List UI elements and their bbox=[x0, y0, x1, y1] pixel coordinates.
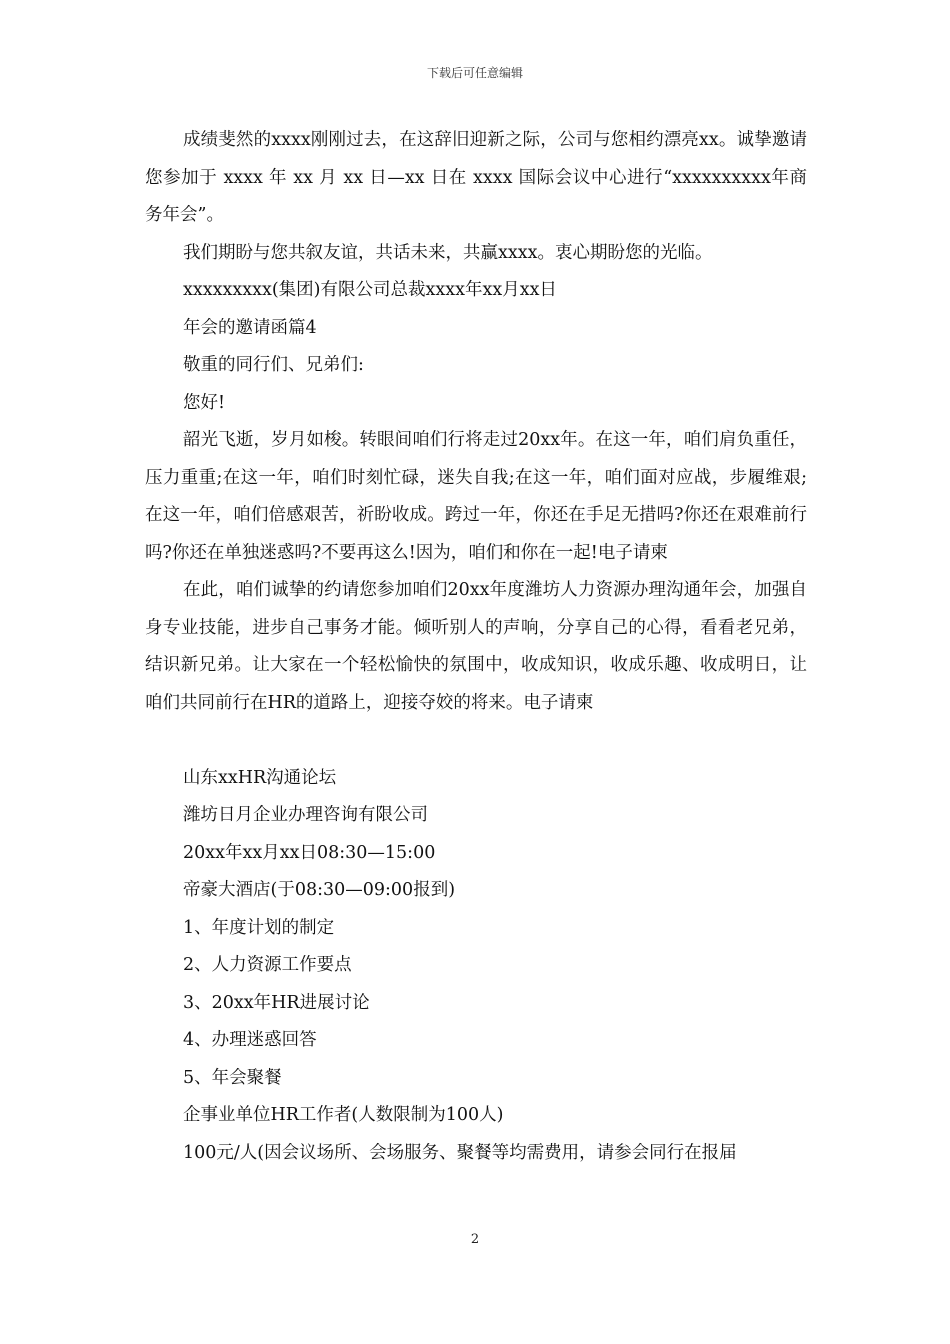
paragraph-company: 潍坊日月企业办理咨询有限公司 bbox=[183, 805, 428, 825]
paragraph-invitation-intro: 成绩斐然的xxxx刚刚过去，在这辞旧迎新之际，公司与您相约漂亮xx。诚挚邀请您参加于 xxxx 年 xx 月 xx 日—xx 日在 xxxx 国际会议中心进行“xxxxxxxxxx年商务年会”。 bbox=[145, 130, 807, 225]
paragraph-venue: 帝豪大酒店(于08:30—09:00报到) bbox=[183, 880, 456, 900]
paragraph-time: 20xx年xx月xx日08:30—15:00 bbox=[183, 842, 436, 863]
paragraph-salutation: 敬重的同行们、兄弟们: bbox=[183, 355, 364, 375]
page-header: 下载后可任意编辑 bbox=[426, 66, 523, 80]
paragraph-fee: 100元/人(因会议场所、会场服务、聚餐等均需费用，请参会同行在报届 bbox=[183, 1142, 737, 1163]
agenda-item: 3、20xx年HR进展讨论 bbox=[183, 992, 370, 1013]
paragraph-invitation-detail: 在此，咱们诚挚的约请您参加咱们20xx年度潍坊人力资源办理沟通年会，加强自身专业技能，进步自己事务才能。倾听别人的声响，分享自己的心得，看看老兄弟，结识新兄弟。让大家在一个轻松愉快的氛围中，收成知识，收成乐趣、收成明日，让咱们共同前行在HR的道路上，迎接夺姣的将来。电子请柬 bbox=[145, 580, 807, 713]
agenda-item: 4、办理迷惑回答 bbox=[183, 1030, 317, 1050]
paragraph-signature: xxxxxxxxx(集团)有限公司总裁xxxx年xx月xx日 bbox=[183, 280, 557, 300]
section-title: 年会的邀请函篇4 bbox=[183, 317, 317, 338]
agenda-item: 2、人力资源工作要点 bbox=[183, 955, 352, 975]
paragraph-year-review: 韶光飞逝，岁月如梭。转眼间咱们行将走过20xx年。在这一年，咱们肩负重任，压力重重;在这一年，咱们时刻忙碌，迷失自我;在这一年，咱们面对应战，步履维艰;在这一年，咱们倍感艰苦，祈盼收成。跨过一年，你还在手足无措吗?你还在艰难前行吗?你还在单独迷惑吗?不要再这么!因为，咱们和你在一起!电子请柬 bbox=[145, 430, 807, 563]
agenda-item: 1、年度计划的制定 bbox=[183, 917, 335, 938]
paragraph-participants: 企事业单位HR工作者(人数限制为100人) bbox=[183, 1105, 504, 1125]
agenda-item: 5、年会聚餐 bbox=[183, 1067, 282, 1088]
page-number: 2 bbox=[470, 1232, 480, 1247]
document-body bbox=[145, 122, 807, 1172]
paragraph-expectation: 我们期盼与您共叙友谊，共话未来，共赢xxxx。衷心期盼您的光临。 bbox=[183, 242, 713, 263]
paragraph-organizer: 山东xxHR沟通论坛 bbox=[183, 767, 337, 788]
paragraph-greeting: 您好! bbox=[183, 392, 226, 413]
